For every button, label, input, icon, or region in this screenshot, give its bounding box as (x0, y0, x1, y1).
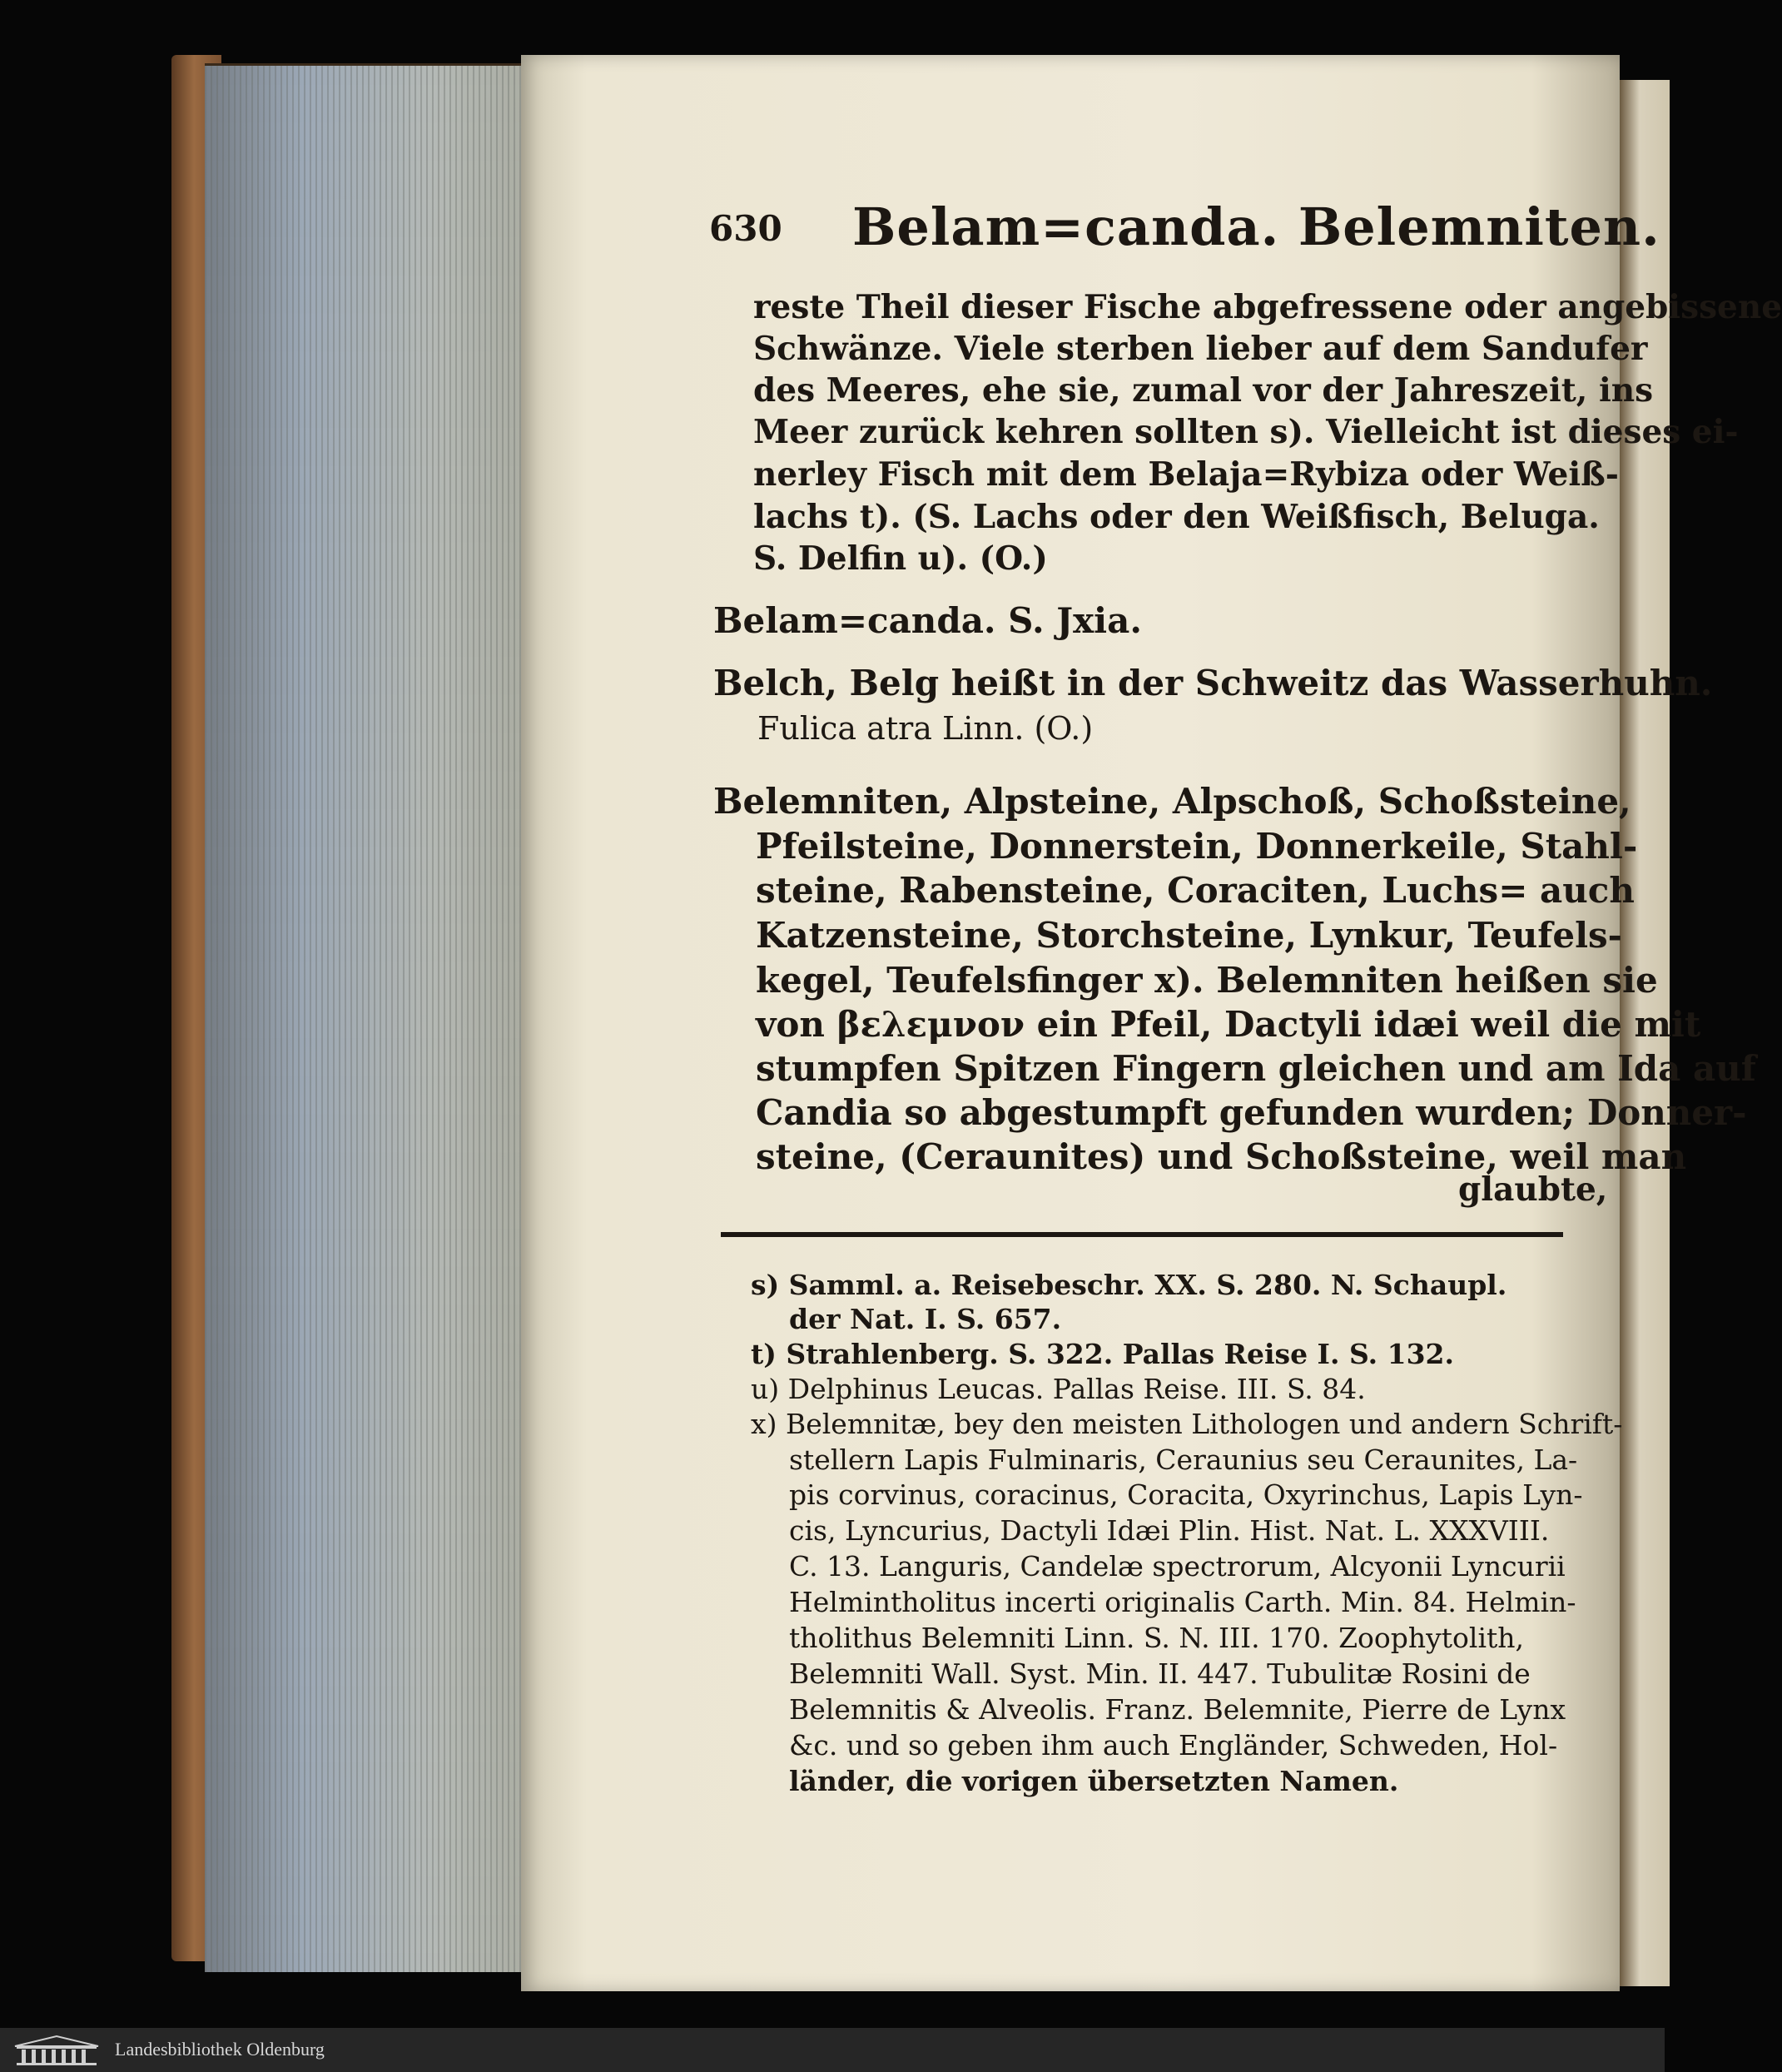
text-line: Candia so abgestumpft gefunden wurden; Donner- (756, 1092, 1747, 1133)
text-line: lachs t). (S. Lachs oder den Weißfisch, Beluga. (753, 498, 1600, 536)
footnote-line: t) Strahlenberg. S. 322. Pallas Reise I. S. 132. (751, 1338, 1454, 1370)
footer-bar (0, 2028, 1665, 2072)
text-line: reste Theil dieser Fische abgefressene oder angebissene (753, 288, 1782, 326)
library-name: Landesbibliothek Oldenburg (115, 2039, 325, 2060)
page-block-edges (205, 63, 529, 1972)
entry-belam-canda: Belam=canda. S. Jxia. (713, 600, 1142, 641)
footnote-line: cis, Lyncurius, Dactyli Idæi Plin. Hist. Nat. L. XXXVIII. (789, 1514, 1550, 1547)
text-line: stumpfen Spitzen Fingern gleichen und am Ida auf (756, 1048, 1756, 1089)
running-head: Belam=canda. Belemniten. (852, 196, 1660, 257)
text-line: kegel, Teufelsfinger x). Belemniten heißen sie (756, 960, 1658, 1001)
footnote-line: tholithus Belemniti Linn. S. N. III. 170. Zoophytolith, (789, 1622, 1525, 1654)
footnote-line: der Nat. I. S. 657. (789, 1303, 1062, 1335)
footnote-line: stellern Lapis Fulminaris, Ceraunius seu Ceraunites, La- (789, 1443, 1578, 1476)
footnote-line: Belemnitis & Alveolis. Franz. Belemnite, Pierre de Lynx (789, 1693, 1566, 1726)
footnote-line: x) Belemnitæ, bey den meisten Lithologen und andern Schrift- (751, 1408, 1623, 1440)
text-line: Schwänze. Viele sterben lieber auf dem Sandufer (753, 330, 1648, 368)
footnote-line: C. 13. Languris, Candelæ spectrorum, Alcyonii Lyncurii (789, 1550, 1566, 1583)
entry-belemniten: Belemniten, Alpsteine, Alpschoß, Schoßsteine, (713, 781, 1631, 822)
footnote-line: Helmintholitus incerti originalis Carth. Min. 84. Helmin- (789, 1586, 1576, 1618)
footnote-line: s) Samml. a. Reisebeschr. XX. S. 280. N. Schaupl. (751, 1269, 1507, 1301)
footnote-line: pis corvinus, coracinus, Coracita, Oxyrinchus, Lapis Lyn- (789, 1478, 1583, 1511)
text-line: nerley Fisch mit dem Belaja=Rybiza oder Weiß- (753, 455, 1619, 494)
footnote-line: &c. und so geben ihm auch Engländer, Schweden, Hol- (789, 1729, 1558, 1761)
text-line: steine, Rabensteine, Coraciten, Luchs= auch (756, 870, 1635, 911)
footnote-line: u) Delphinus Leucas. Pallas Reise. III. S. 84. (751, 1373, 1366, 1405)
text-line: Meer zurück kehren sollten s). Vielleicht ist dieses ei- (753, 413, 1739, 451)
catchword: glaubte, (1458, 1170, 1608, 1209)
page-number: 630 (709, 208, 782, 249)
text-line: S. Delfin u). (O.) (753, 539, 1048, 578)
library-logo-icon (13, 2035, 100, 2066)
entry-belch: Belch, Belg heißt in der Schweitz das Wasserhuhn. (713, 663, 1713, 703)
text-line: von βελεμνον ein Pfeil, Dactyli idæi weil die mit (756, 1004, 1701, 1045)
text-line: des Meeres, ehe sie, zumal vor der Jahreszeit, ins (753, 371, 1654, 410)
footnote-rule (721, 1232, 1563, 1237)
footnote-line: Belemniti Wall. Syst. Min. II. 447. Tubulitæ Rosini de (789, 1657, 1531, 1690)
text-line: steine, (Ceraunites) und Schoßsteine, weil man (756, 1136, 1687, 1177)
text-line: Pfeilsteine, Donnerstein, Donnerkeile, Stahl- (756, 826, 1638, 867)
text-line: Fulica atra Linn. (O.) (757, 710, 1094, 747)
footnote-line: länder, die vorigen übersetzten Namen. (789, 1765, 1399, 1797)
text-line: Katzensteine, Storchsteine, Lynkur, Teufels- (756, 915, 1623, 956)
